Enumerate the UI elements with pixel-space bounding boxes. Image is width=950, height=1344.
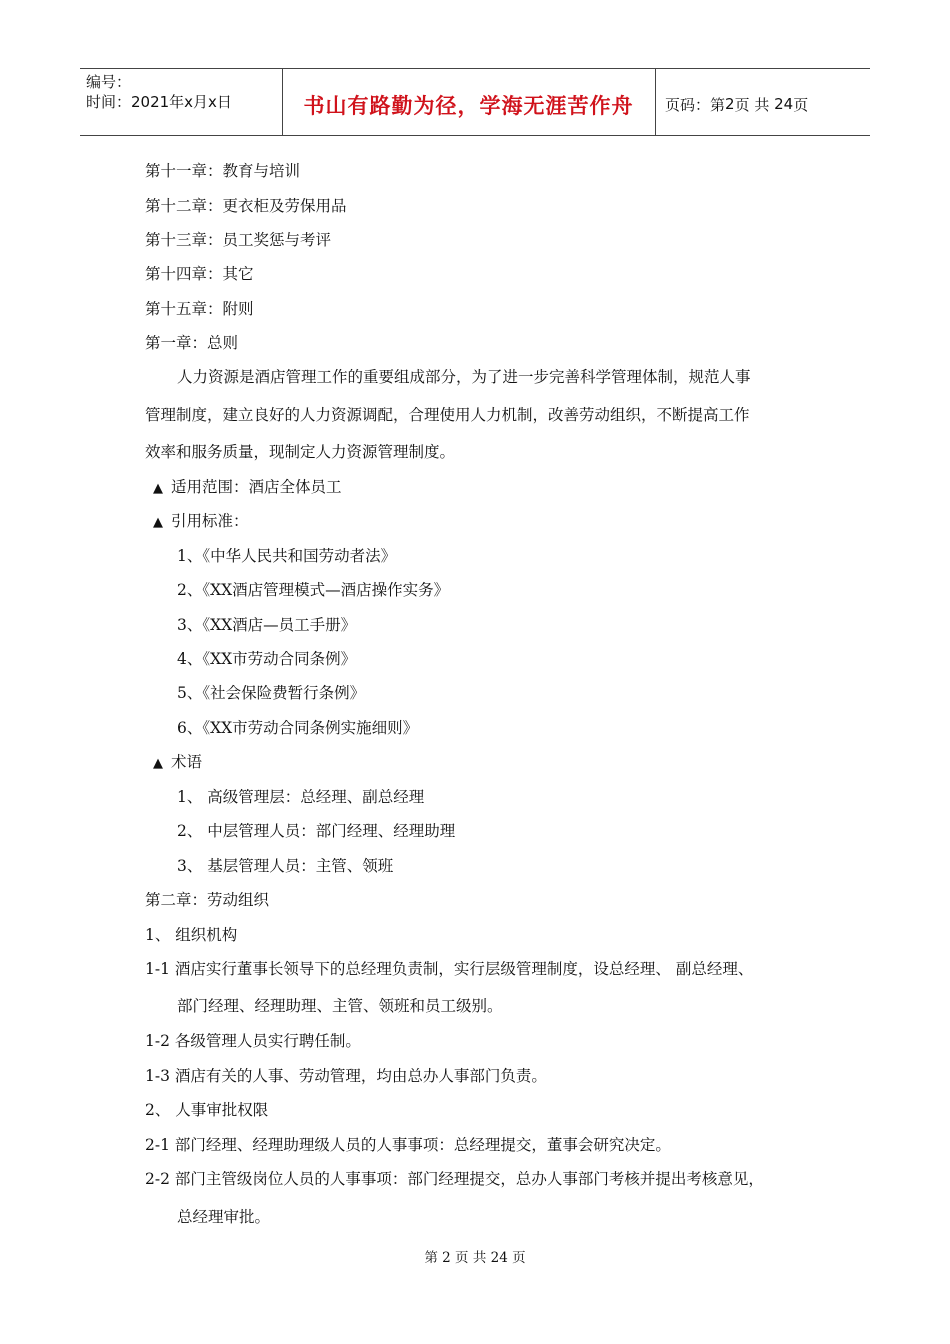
toc-line: 第十四章：其它 [145,265,254,283]
document-number-label: 编号： [86,73,132,91]
footer-prefix: 第 [424,1250,438,1266]
section-heading: 2、 人事审批权限 [145,1101,269,1119]
footer-suffix: 页 [512,1250,526,1266]
header-page-mid: 页 共 [734,95,770,114]
list-item: 5、《社会保险费暂行条例》 [177,684,366,702]
section-heading: 1、 组织机构 [145,926,238,944]
clause-line: 部门经理、经理助理、主管、领班和员工级别。 [177,997,503,1015]
document-time-label: 时间：2021年x月x日 [86,93,232,111]
toc-line: 第十三章：员工奖惩与考评 [145,231,332,249]
header-page-prefix: 页码：第 [665,95,726,114]
chapter-heading: 第二章：劳动组织 [145,891,270,909]
footer-total: 24 [490,1250,508,1266]
clause-line: 总经理审批。 [177,1208,271,1226]
list-item: 3、 基层管理人员：主管、领班 [177,857,394,875]
header-page-suffix: 页 [793,95,809,114]
page-header [80,68,870,136]
bullet-item [153,476,342,500]
clause-line: 1-3 酒店有关的人事、劳动管理，均由总办人事部门负责。 [145,1067,547,1085]
header-meta [86,72,281,112]
header-page-total: 24 [774,95,794,113]
paragraph-line: 效率和服务质量，现制定人力资源管理制度。 [145,443,456,461]
page-footer [0,1246,950,1266]
list-item: 3、《XX酒店—员工手册》 [177,616,357,634]
header-page-info [665,68,808,136]
chapter-heading: 第一章：总则 [145,334,239,352]
bullet-text: 适用范围：酒店全体员工 [171,478,342,496]
bullet-text: 引用标准： [171,512,249,530]
bullet-item [153,510,249,534]
clause-line: 1-2 各级管理人员实行聘任制。 [145,1032,361,1050]
list-item: 1、 高级管理层：总经理、副总经理 [177,788,425,806]
paragraph-line: 管理制度，建立良好的人力资源调配，合理使用人力机制，改善劳动组织，不断提高工作 [145,406,750,424]
clause-line: 2-2 部门主管级岗位人员的人事事项：部门经理提交，总办人事部门考核并提出考核意见， [145,1170,764,1188]
header-page-number: 2 [725,95,735,113]
list-item: 4、《XX市劳动合同条例》 [177,650,357,668]
clause-line: 2-1 部门经理、经理助理级人员的人事事项：总经理提交，董事会研究决定。 [145,1136,671,1154]
triangle-up-icon: ▲ [153,481,163,496]
bullet-item [153,751,202,775]
list-item: 1、《中华人民共和国劳动者法》 [177,547,397,565]
toc-line: 第十二章：更衣柜及劳保用品 [145,197,347,215]
header-divider-right [655,68,656,136]
bullet-text: 术语 [171,753,203,771]
triangle-up-icon: ▲ [153,515,163,530]
list-item: 6、《XX市劳动合同条例实施细则》 [177,719,419,737]
list-item: 2、《XX酒店管理模式—酒店操作实务》 [177,581,450,599]
paragraph-line: 人力资源是酒店管理工作的重要组成部分，为了进一步完善科学管理体制，规范人事 [177,368,751,386]
toc-line: 第十一章：教育与培训 [145,162,301,180]
triangle-up-icon: ▲ [153,756,163,771]
clause-line: 1-1 酒店实行董事长领导下的总经理负责制，实行层级管理制度，设总经理、 副总经理、 [145,960,754,978]
toc-line: 第十五章：附则 [145,300,254,318]
footer-page-number: 2 [442,1250,451,1266]
list-item: 2、 中层管理人员：部门经理、经理助理 [177,822,456,840]
header-motto: 书山有路勤为径，学海无涯苦作舟 [303,94,634,118]
footer-mid: 页 共 [455,1250,487,1266]
